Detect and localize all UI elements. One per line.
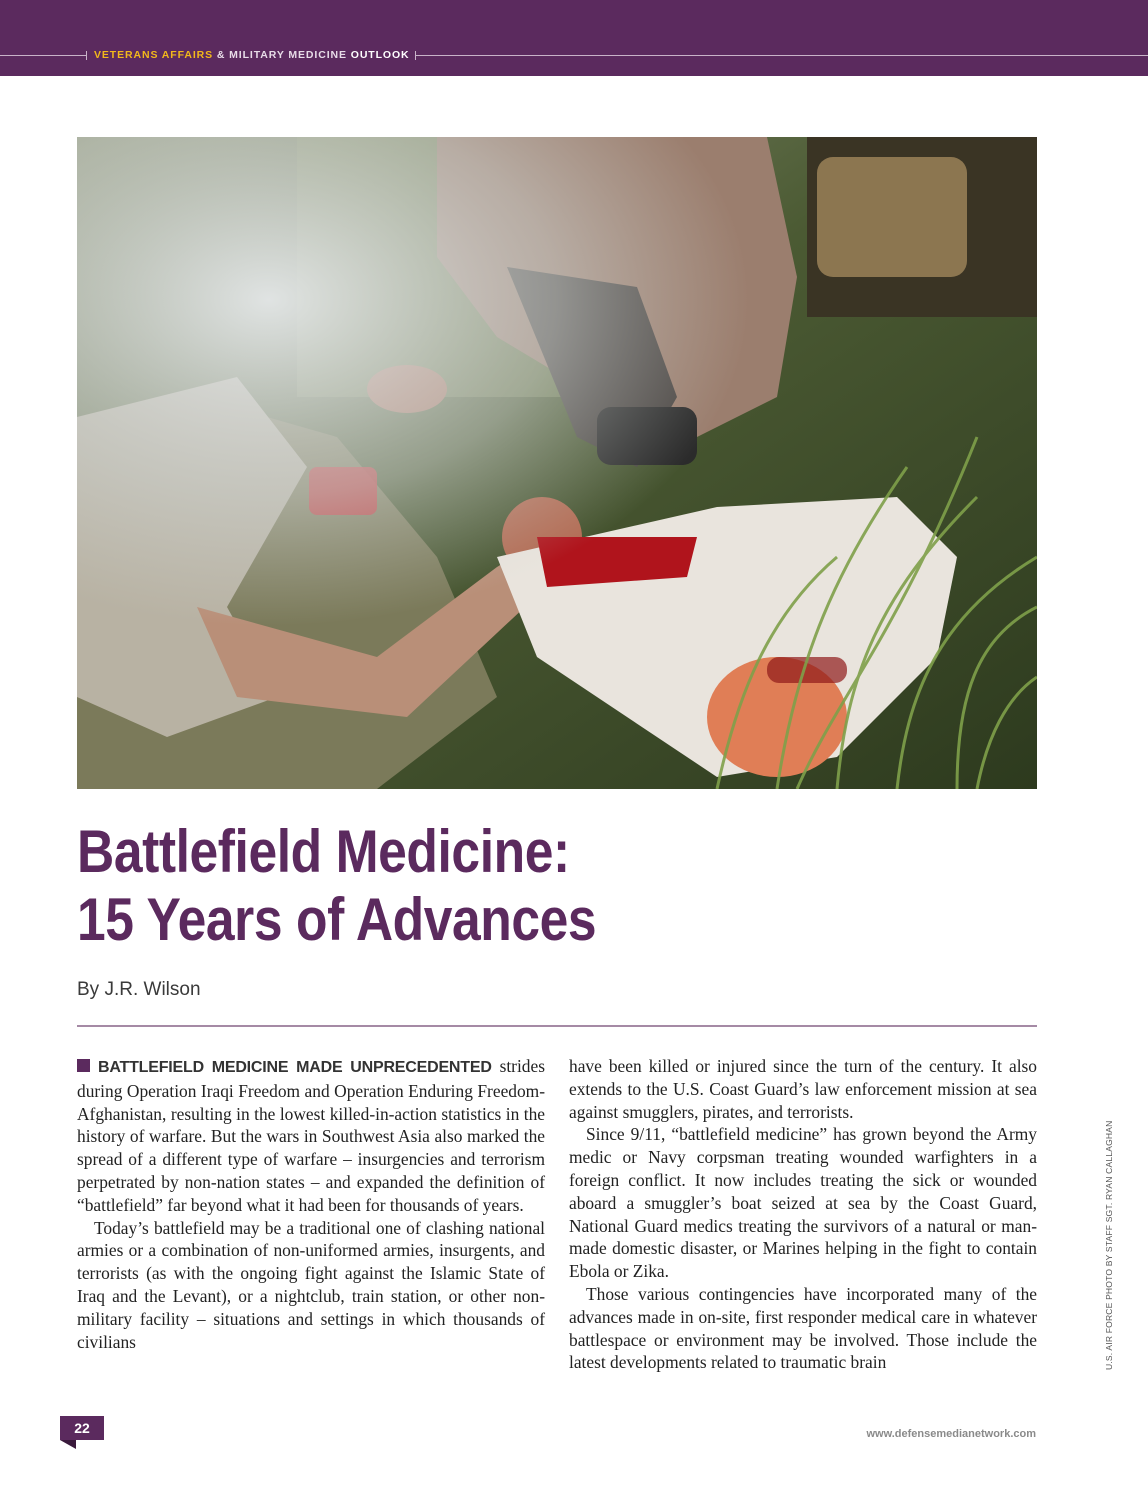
paragraph: Today’s battlefield may be a traditional one of clashing national armies or a combination of non-uniformed armies, insurgents, and terrorists (as with the ongoing fight against the Islamic State of Iraq and the Levant), or a nightclub, train station, or other non-military facility – situations and settings in which thousands of civilians <box>77 1217 545 1352</box>
section-label-outlook: OUTLOOK <box>350 49 410 61</box>
header-bar <box>0 0 1148 76</box>
header-rule-right <box>416 55 1148 56</box>
photo-credit: U.S. AIR FORCE PHOTO BY STAFF SGT. RYAN CALLAGHAN <box>1104 1120 1114 1370</box>
header-rule-left <box>0 55 86 56</box>
page-number: 22 <box>60 1416 104 1440</box>
paragraph-text: strides during Operation Iraqi Freedom and Operation Enduring Freedom-Afghanistan, resulting in the lowest killed-in-action statistics in the history of warfare. But the wars in Southwest Asia also marked the spread of a different type of warfare – insurgencies and terrorism perpetrated by non-nation states – and expanded the definition of “battlefield” far beyond what it had been for thousands of years. <box>77 1056 545 1215</box>
article-title-line1: Battlefield Medicine: <box>77 818 570 885</box>
page-tab-fold <box>60 1440 76 1449</box>
paragraph: Since 9/11, “battlefield medicine” has grown beyond the Army medic or Navy corpsman treating wounded warfighters in a foreign conflict. It now includes treating the sick or wounded aboard a smuggler’s boat seized at sea by the Coast Guard, National Guard medics treating the survivors of a natural or man-made domestic disaster, or Marines helping in the fight to contain Ebola or Zika. <box>569 1124 1037 1282</box>
lead-square-icon <box>77 1059 90 1072</box>
section-label-military: & MILITARY MEDICINE <box>213 49 351 61</box>
header-rule-tick-left <box>86 51 87 60</box>
website-link[interactable]: www.defensemedianetwork.com <box>866 1428 1036 1440</box>
body-column-left <box>77 1055 545 1353</box>
paragraph: have been killed or injured since the turn of the century. It also extends to the U.S. Coast Guard’s law enforcement mission at sea against smugglers, pirates, and terrorists. <box>569 1056 1037 1122</box>
section-label <box>94 49 410 61</box>
lead-in: BATTLEFIELD MEDICINE MADE UNPRECEDENTED <box>98 1059 492 1076</box>
title-divider <box>77 1025 1037 1027</box>
body-column-right <box>569 1055 1037 1374</box>
paragraph <box>77 1055 545 1217</box>
hero-photo <box>77 137 1037 789</box>
article-title-line2: 15 Years of Advances <box>77 886 597 953</box>
byline: By J.R. Wilson <box>77 979 201 1000</box>
section-label-veterans: VETERANS AFFAIRS <box>94 49 214 61</box>
paragraph: Those various contingencies have incorporated many of the advances made in on-site, first responder medical care in whatever battlespace or environment may be involved. Those include the latest developments related to traumatic brain <box>569 1283 1037 1373</box>
article-title <box>77 818 851 954</box>
